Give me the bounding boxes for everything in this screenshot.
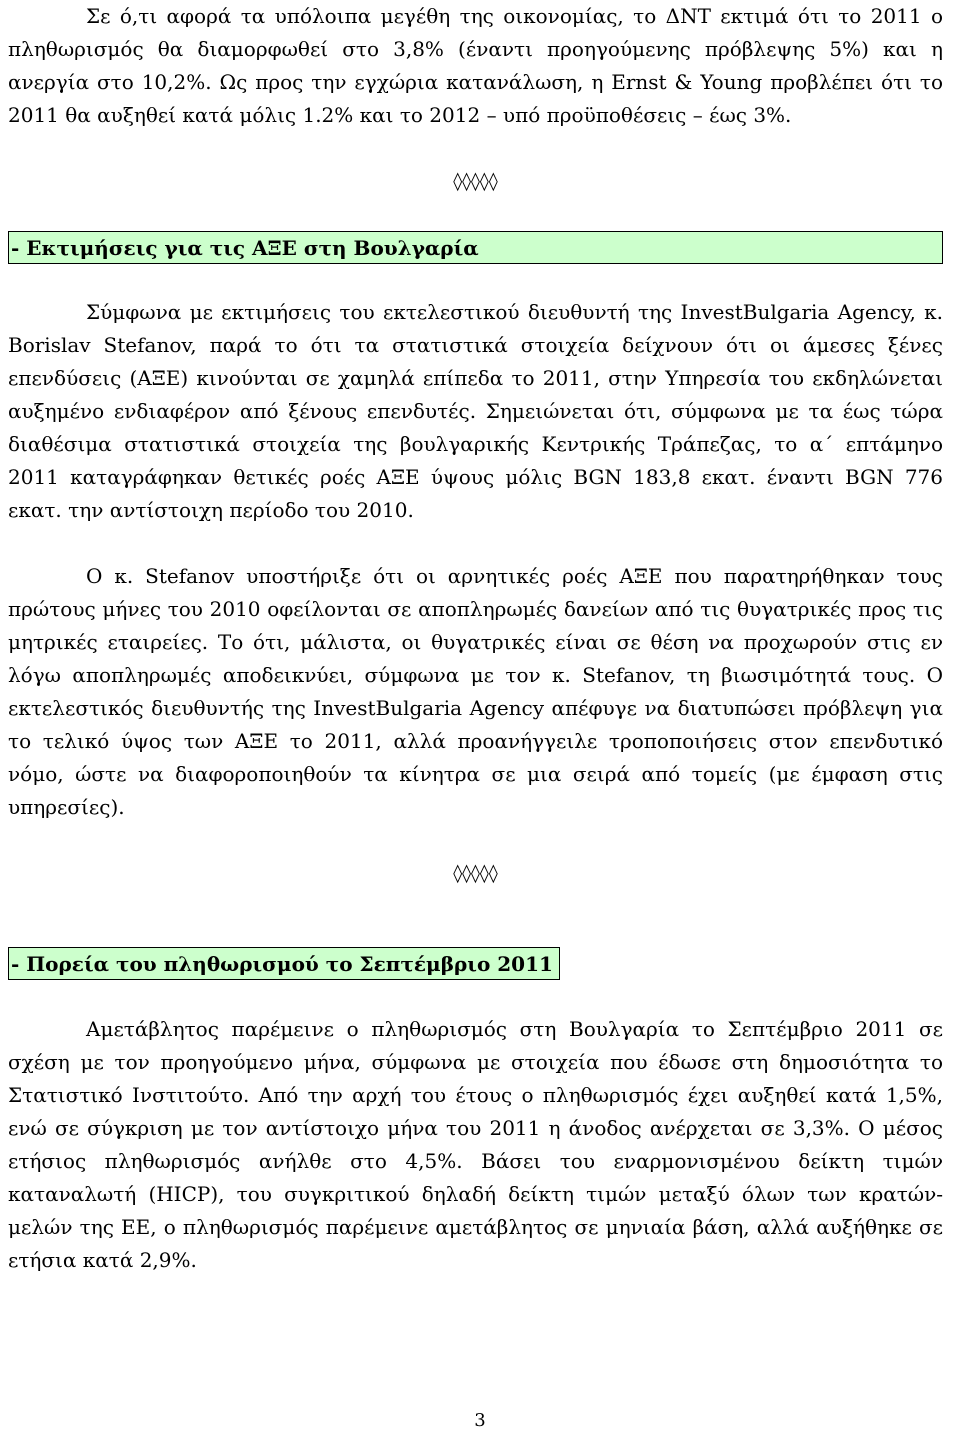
section-separator: ◊◊◊◊◊ bbox=[453, 171, 498, 192]
heading-inflation: - Πορεία του πληθωρισμού το Σεπτέμβριο 2011 bbox=[8, 947, 560, 980]
fdi-paragraph-2: Ο κ. Stefanov υποστήριξε ότι οι αρνητικές ροές ΑΞΕ που παρατηρήθηκαν τους πρώτους μήνες του 2010 οφείλονται σε αποπληρωμές δανείων από τις θυγατρικές προς τις μητρικές εταιρείες. Το ότι, μάλιστα, οι θυγατρικές είναι σε θέση να προχωρούν στις εν λόγω αποπληρωμές αποδεικνύει, σύμφωνα με τον κ. Stefanov, τη βιωσιμότητά τους. Ο εκτελεστικός διευθυντής της InvestBulgaria Agency απέφυγε να διατυπώσει πρόβλεψη για το τελικό ύψος των ΑΞΕ το 2011, αλλά προανήγγειλε τροποποιήσεις στον επενδυτικό νόμο, ώστε να διαφοροποιηθούν τα κίνητρα σε μια σειρά από τομείς (με έμφαση στις υπηρεσίες). bbox=[8, 564, 943, 819]
fdi-paragraph-1: Σύμφωνα με εκτιμήσεις του εκτελεστικού διευθυντή της InvestBulgaria Agency, κ. Borislav Stefanov, παρά το ότι τα στατιστικά στοιχεία δείχνουν ότι οι άμεσες ξένες επενδύσεις (ΑΞΕ) κινούνται σε χαμηλά επίπεδα το 2011, στην Υπηρεσία του εκδηλώνεται αυξημένο ενδιαφέρον από ξένους επενδυτές. Σημειώνεται ότι, σύμφωνα με τα έως τώρα διαθέσιμα στατιστικά στοιχεία της βουλγαρικής Κεντρικής Τράπεζας, το α΄ επτάμηνο 2011 καταγράφηκαν θετικές ροές ΑΞΕ ύψους μόλις BGN 183,8 εκατ. έναντι BGN 776 εκατ. την αντίστοιχη περίοδο του 2010. bbox=[8, 300, 943, 522]
intro-paragraph: Σε ό,τι αφορά τα υπόλοιπα μεγέθη της οικονομίας, το ΔΝΤ εκτιμά ότι το 2011 ο πληθωρισμός θα διαμορφωθεί στο 3,8% (έναντι προηγούμενης πρόβλεψης 5%) και η ανεργία στο 10,2%. Ως προς την εγχώρια κατανάλωση, η Ernst & Young προβλέπει ότι το 2011 θα αυξηθεί κατά μόλις 1.2% και το 2012 – υπό προϋποθέσεις – έως 3%. bbox=[8, 4, 943, 127]
inflation-paragraph: Αμετάβλητος παρέμεινε ο πληθωρισμός στη Βουλγαρία το Σεπτέμβριο 2011 σε σχέση με τον προηγούμενο μήνα, σύμφωνα με στοιχεία που έδωσε στη δημοσιότητα το Στατιστικό Ινστιτούτο. Από την αρχή του έτους ο πληθωρισμός έχει αυξηθεί κατά 1,5%, ενώ σε σύγκριση με τον αντίστοιχο μήνα του 2011 η άνοδος ανέρχεται σε 3,3%. Ο μέσος ετήσιος πληθωρισμός ανήλθε στο 4,5%. Βάσει του εναρμονισμένου δείκτη τιμών καταναλωτή (HICP), του συγκριτικού δηλαδή δείκτη τιμών μεταξύ όλων των κρατών-μελών της ΕΕ, ο πληθωρισμός παρέμεινε αμετάβλητος σε μηνιαία βάση, αλλά αυξήθηκε σε ετήσια κατά 2,9%. bbox=[8, 1017, 943, 1272]
document-page bbox=[8, 0, 943, 1277]
heading-fdi: - Εκτιμήσεις για τις ΑΞΕ στη Βουλγαρία bbox=[8, 231, 943, 264]
section-separator: ◊◊◊◊◊ bbox=[453, 863, 498, 884]
page-number: 3 bbox=[474, 1410, 486, 1431]
